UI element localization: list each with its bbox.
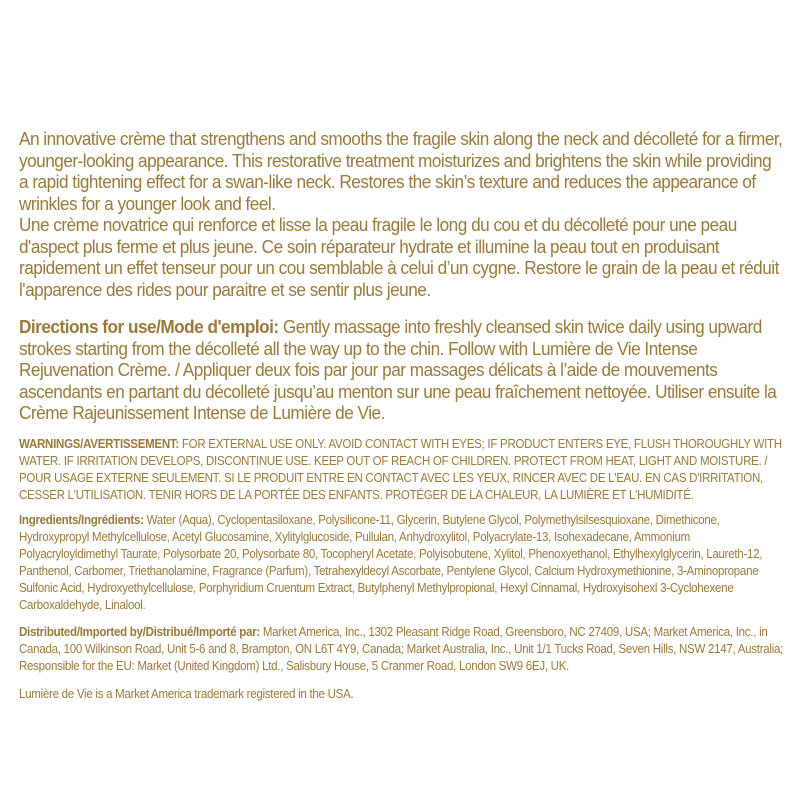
warnings-heading: WARNINGS/AVERTISSEMENT: (19, 435, 179, 451)
distributor-section (19, 623, 786, 674)
product-label-text (19, 128, 785, 702)
directions-text: Gently massage into freshly cleansed skin twice daily using upward strokes starting from the décolleté all the way up to the chin. Follow with Lumière de Vie Intense Rejuvenation Crème. / Appliquer deux fois par jour par massages délicats à l’aide de mouvements ascendants en partant du décolleté jusqu’au menton sur une peau fraîchement nettoyée. Utiliser ensuite la Crème Rajeunissement Intense de Lumière de Vie. (19, 316, 777, 423)
ingredients-heading: Ingredients/Ingrédients: (19, 511, 144, 527)
ingredients-text: Water (Aqua), Cyclopentasiloxane, Polysilicone-11, Glycerin, Butylene Glycol, Polymethylsilsesquioxane, Dimethicone, Hydroxypropyl Methylcellulose, Acetyl Glucosamine, Xylitylglucoside, Pullulan, Anhydroxylitol, Polyacrylate-13, Isohexadecane, Ammonium Polyacryloyldimethyl Taurate, Polysorbate 20, Polysorbate 80, Tocopheryl Acetate, Polyisobutene, Xylitol, Phenoxyethanol, Ethylhexylglycerin, Laureth-12, Panthenol, Carbomer, Triethanolamine, Fragrance (Parfum), Tetrahexyldecyl Ascorbate, Pentylene Glycol, Calcium Hydroxymethionine, 3-Aminopropane Sulfonic Acid, Hydroxyethylcellulose, Porphyridium Cruentum Extract, Butylphenyl Methylpropional, Hexyl Cinnamal, Hydroxyisohexl 3-Cyclohexene Carboxaldehyde, Linalool. (19, 511, 763, 612)
description-english: An innovative crème that strengthens and smooths the fragile skin along the neck and décolleté for a firmer, younger-looking appearance. This restorative treatment moisturizes and brightens the skin while providing a rapid tightening effect for a swan-like neck. Restores the skin’s texture and reduces the appearance of wrinkles for a younger look and feel. (19, 128, 783, 214)
warnings-section (19, 435, 786, 503)
distributor-text: Market America, Inc., 1302 Pleasant Ridge Road, Greensboro, NC 27409, USA; Market America, Inc., in Canada, 100 Wilkinson Road, Unit 5-6 and 8, Brampton, ON L6T 4Y9, Canada; Market Australia, Inc., Unit 1/1 Tucks Road, Seven Hills, NSW 2147, Australia; Responsible for the EU: Market (United Kingdom) Ltd., Salisbury House, 5 Cranmer Road, London SW9 6EJ, UK. (19, 623, 784, 673)
distributor-heading: Distributed/Imported by/Distribué/Importé par: (19, 623, 260, 639)
trademark-notice: Lumière de Vie is a Market America trademark registered in the USA. (19, 685, 354, 701)
directions-section (19, 316, 784, 424)
ingredients-section (19, 511, 786, 613)
description-french: Une crème novatrice qui renforce et lisse la peau fragile le long du cou et du décolleté pour une peau d'aspect plus ferme et plus jeune. Ce soin réparateur hydrate et illumine la peau tout en produisant rapidement un effet tenseur pour un cou semblable à celui d’un cygne. Restore le grain de la peau et réduit l'apparence des rides pour paraitre et se sentir plus jeune. (19, 214, 779, 300)
directions-heading: Directions for use/Mode d'emploi: (19, 316, 279, 337)
warnings-text: FOR EXTERNAL USE ONLY. AVOID CONTACT WITH EYES; IF PRODUCT ENTERS EYE, FLUSH THOROUGHLY WITH WATER. IF IRRITATION DEVELOPS, DISCONTINUE USE. KEEP OUT OF REACH OF CHILDREN. PROTECT FROM HEAT, LIGHT AND MOISTURE. / POUR USAGE EXTERNE SEULEMENT. SI LE PRODUIT ENTRE EN CONTACT AVEC LES YEUX, RINCER AVEC DE L'EAU. EN CAS D'IRRITATION, CESSER L'UTILISATION. TENIR HORS DE LA PORTÉE DES ENFANTS. PROTÉGER DE LA CHALEUR, LA LUMIÈRE ET L'HUMIDITÉ. (19, 435, 782, 502)
